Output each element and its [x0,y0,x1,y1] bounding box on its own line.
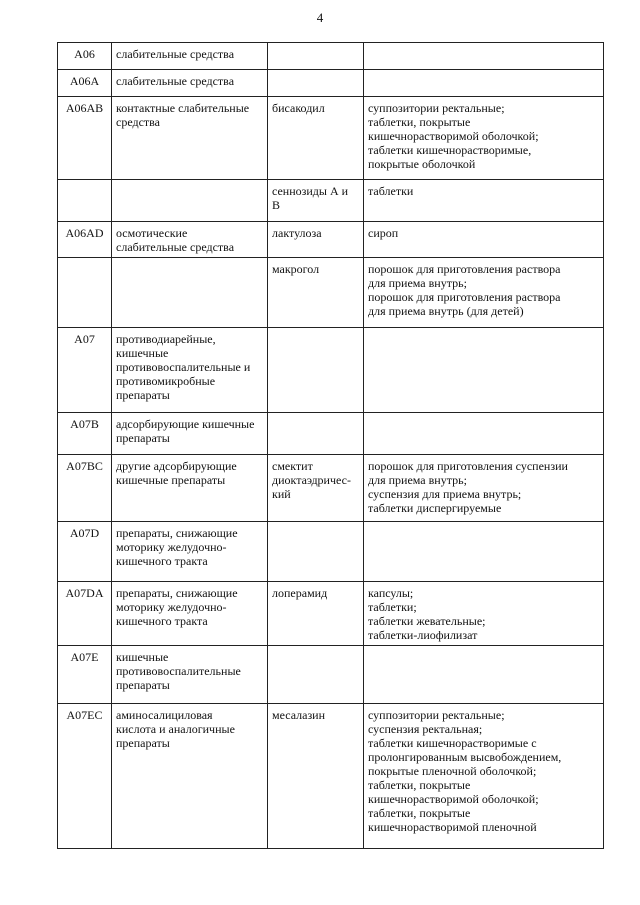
group-name-line: аминосалициловая [116,708,213,722]
group-name-line: препараты [116,388,170,402]
group-name-cell [112,413,268,455]
group-name-cell [112,704,268,849]
dosage-form-cell [364,413,604,455]
table-row [58,522,604,582]
drug-name-cell [268,43,364,70]
group-name-line: моторику желудочно- [116,540,227,554]
dosage-form-line: суппозитории ректальные; [368,101,505,115]
dosage-form-cell [364,258,604,328]
group-name-line: осмотические [116,226,188,240]
dosage-form-line: таблетки кишечнорастворимые с [368,736,537,750]
group-name-line: контактные слабительные [116,101,250,115]
atc-code-cell: A06AB [58,97,112,180]
dosage-form-line: капсулы; [368,586,414,600]
drug-name-line: бисакодил [272,101,325,115]
drug-name-line: лактулоза [272,226,322,240]
group-name-line: препараты [116,736,170,750]
dosage-form-cell [364,222,604,258]
group-name-line: препараты [116,431,170,445]
drug-name-cell [268,97,364,180]
drug-name-cell [268,413,364,455]
drug-name-line: диоктаэдричес- [272,473,351,487]
group-name-line: другие адсорбирующие [116,459,237,473]
drug-name-line: смектит [272,459,313,473]
table-row [58,222,604,258]
group-name-line: препараты, снижающие [116,526,238,540]
group-name-line: противомикробные [116,374,216,388]
dosage-form-cell [364,180,604,222]
dosage-form-line: таблетки, покрытые [368,806,471,820]
group-name-cell [112,97,268,180]
dosage-form-line: таблетки, покрытые [368,778,471,792]
group-name-line: кишечные препараты [116,473,226,487]
group-name-line: слабительные средства [116,74,235,88]
table-row [58,704,604,849]
group-name-cell [112,258,268,328]
dosage-form-line: таблетки [368,184,414,198]
drug-name-cell [268,704,364,849]
table-row [58,413,604,455]
dosage-form-line: покрытые оболочкой [368,157,476,171]
dosage-form-line: для приема внутрь (для детей) [368,304,524,318]
group-name-cell [112,180,268,222]
dosage-form-line: таблетки; [368,600,417,614]
group-name-line: кишечного тракта [116,554,208,568]
atc-code-cell: A06 [58,43,112,70]
drug-name-cell [268,455,364,522]
dosage-form-line: таблетки жевательные; [368,614,486,628]
dosage-form-line: кишечнорастворимой оболочкой; [368,129,539,143]
dosage-form-cell [364,70,604,97]
group-name-cell [112,222,268,258]
drug-name-cell [268,222,364,258]
dosage-form-line: кишечнорастворимой пленочной [368,820,537,834]
dosage-form-line: сироп [368,226,399,240]
dosage-form-line: таблетки, покрытые [368,115,471,129]
group-name-cell [112,455,268,522]
drug-name-line: лоперамид [272,586,328,600]
dosage-form-cell [364,646,604,704]
dosage-form-cell [364,43,604,70]
group-name-line: слабительные средства [116,240,235,254]
dosage-form-line: для приема внутрь; [368,276,467,290]
drug-classification-table [57,42,604,849]
drug-name-line: месалазин [272,708,326,722]
dosage-form-line: пролонгированным высвобождением, [368,750,562,764]
atc-code-cell: A07EC [58,704,112,849]
atc-code-cell: A07BC [58,455,112,522]
drug-name-cell [268,328,364,413]
group-name-cell [112,522,268,582]
atc-code-cell: A07B [58,413,112,455]
drug-name-cell [268,582,364,646]
table-row [58,258,604,328]
dosage-form-line: порошок для приготовления раствора [368,290,561,304]
group-name-line: адсорбирующие кишечные [116,417,255,431]
table-row [58,582,604,646]
dosage-form-cell [364,455,604,522]
dosage-form-line: таблетки-лиофилизат [368,628,478,642]
atc-code-cell: A07E [58,646,112,704]
atc-code-cell: A06A [58,70,112,97]
dosage-form-cell [364,522,604,582]
drug-name-cell [268,180,364,222]
dosage-form-line: кишечнорастворимой оболочкой; [368,792,539,806]
dosage-form-line: для приема внутрь; [368,473,467,487]
group-name-line: кишечные [116,650,169,664]
atc-code-cell [58,258,112,328]
table-row [58,328,604,413]
group-name-cell [112,43,268,70]
group-name-cell [112,70,268,97]
group-name-line: кислота и аналогичные [116,722,235,736]
group-name-line: препараты [116,678,170,692]
dosage-form-line: суспензия для приема внутрь; [368,487,522,501]
atc-code-cell: A07DA [58,582,112,646]
atc-code-cell: A07D [58,522,112,582]
group-name-cell [112,582,268,646]
drug-name-line: В [272,198,281,212]
table-row [58,455,604,522]
group-name-line: кишечного тракта [116,614,208,628]
dosage-form-line: суспензия ректальная; [368,722,483,736]
group-name-line: средства [116,115,161,129]
group-name-line: слабительные средства [116,47,235,61]
dosage-form-line: таблетки кишечнорастворимые, [368,143,532,157]
atc-code-cell [58,180,112,222]
dosage-form-cell [364,704,604,849]
dosage-form-line: порошок для приготовления суспензии [368,459,568,473]
drug-name-line: макрогол [272,262,320,276]
drug-name-line: сеннозиды А и [272,184,349,198]
page-number: 4 [316,10,324,25]
table-row [58,70,604,97]
table-row [58,180,604,222]
dosage-form-cell [364,97,604,180]
dosage-form-cell [364,582,604,646]
dosage-form-cell [364,328,604,413]
dosage-form-line: покрытые пленочной оболочкой; [368,764,537,778]
atc-code-cell: A06AD [58,222,112,258]
dosage-form-line: суппозитории ректальные; [368,708,505,722]
atc-code-cell: A07 [58,328,112,413]
drug-name-cell [268,646,364,704]
table-row [58,97,604,180]
drug-name-cell [268,258,364,328]
group-name-line: препараты, снижающие [116,586,238,600]
group-name-line: кишечные [116,346,169,360]
group-name-line: моторику желудочно- [116,600,227,614]
table-row [58,43,604,70]
drug-name-cell [268,70,364,97]
dosage-form-line: порошок для приготовления раствора [368,262,561,276]
group-name-cell [112,646,268,704]
group-name-line: противодиарейные, [116,332,216,346]
drug-name-line: кий [272,487,291,501]
group-name-line: противовоспалительные [116,664,241,678]
group-name-line: противовоспалительные и [116,360,251,374]
dosage-form-line: таблетки диспергируемые [368,501,502,515]
group-name-cell [112,328,268,413]
table-row [58,646,604,704]
drug-name-cell [268,522,364,582]
